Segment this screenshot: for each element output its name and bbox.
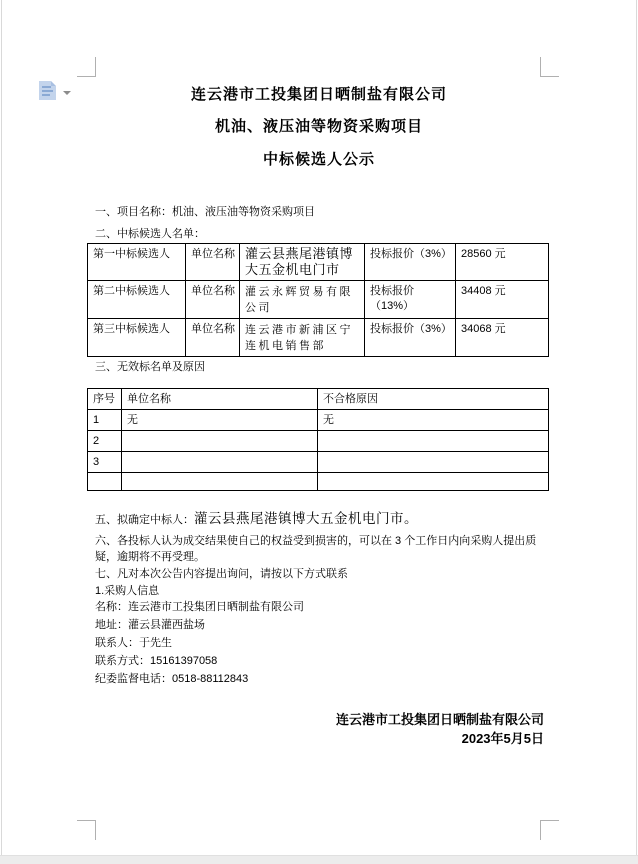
row-no: 2 [88, 431, 122, 452]
row-reason [318, 431, 549, 452]
winner-name: 灌云县燕尾港镇博大五金机电门市。 [194, 511, 418, 526]
row-unit: 无 [122, 410, 318, 431]
signature-block [336, 710, 544, 748]
row-reason [318, 452, 549, 473]
bid-price-label: 投标报价（3%） [365, 319, 456, 357]
row-unit [122, 431, 318, 452]
unit-name-label: 单位名称 [186, 281, 240, 319]
row-no [88, 473, 122, 491]
section-2-candidate-list: 二、中标候选人名单： [95, 228, 205, 240]
table-row [88, 431, 549, 452]
candidates-table [87, 243, 549, 357]
candidate-unit: 灌云县燕尾港镇博大五金机电门市 [240, 244, 365, 281]
unit-name-label: 单位名称 [186, 244, 240, 281]
bid-price-label: 投标报价（13%） [365, 281, 456, 319]
purchaser-info-heading: 1.采购人信息 [95, 585, 160, 597]
row-no: 1 [88, 410, 122, 431]
bid-price-label: 投标报价（3%） [365, 244, 456, 281]
purchaser-address: 地址：灌云县灌西盐场 [95, 619, 205, 631]
column-header-reason: 不合格原因 [318, 389, 549, 410]
purchaser-name: 名称：连云港市工投集团日晒制盐有限公司 [95, 601, 304, 613]
row-no: 3 [88, 452, 122, 473]
table-row [88, 410, 549, 431]
unit-name-label: 单位名称 [186, 319, 240, 357]
table-row [88, 473, 549, 491]
candidate-rank: 第一中标候选人 [88, 244, 186, 281]
row-reason: 无 [318, 410, 549, 431]
text-boundary-mark-top-right [540, 57, 559, 77]
purchaser-contact-person: 联系人：于先生 [95, 637, 172, 649]
invalid-bids-table [87, 388, 549, 491]
section-6-objection-notice: 六、各投标人认为成交结果使自己的权益受到损害的，可以在 3 个工作日内向采购人提出质疑，逾期将不再受理。 [95, 535, 537, 563]
candidate-rank: 第三中标候选人 [88, 319, 186, 357]
document-title-notice: 中标候选人公示 [262, 151, 375, 168]
document-title-project: 机油、液压油等物资采购项目 [214, 118, 423, 135]
table-row [88, 452, 549, 473]
section-3-invalid-bids: 三、无效标名单及原因 [95, 361, 205, 373]
candidate-rank: 第二中标候选人 [88, 281, 186, 319]
bid-amount: 28560 元 [456, 244, 549, 281]
text-boundary-mark-top-left [77, 57, 96, 77]
row-unit [122, 452, 318, 473]
column-header-unit: 单位名称 [122, 389, 318, 410]
table-row [88, 319, 549, 357]
section-1-project-name: 一、项目名称：机油、液压油等物资采购项目 [95, 206, 315, 218]
table-row [88, 281, 549, 319]
section-7-contact-notice: 七、凡对本次公告内容提出询问，请按以下方式联系 [95, 568, 348, 580]
section-5-label: 五、拟确定中标人： [95, 514, 194, 526]
signature-company: 连云港市工投集团日晒制盐有限公司 [335, 712, 544, 727]
candidate-unit: 灌云永辉贸易有限公司 [240, 281, 365, 319]
page-bottom-gap [0, 855, 638, 864]
text-boundary-mark-bottom-right [540, 820, 559, 840]
section-5-proposed-winner [95, 510, 549, 529]
signature-date: 2023年5月5日 [461, 731, 544, 746]
row-unit [122, 473, 318, 491]
row-reason [318, 473, 549, 491]
bid-amount: 34408 元 [456, 281, 549, 319]
bid-amount: 34068 元 [456, 319, 549, 357]
column-header-no: 序号 [88, 389, 122, 410]
table-row [88, 244, 549, 281]
candidate-unit: 连云港市新浦区宁连机电销售部 [240, 319, 365, 357]
purchaser-phone: 联系方式：15161397058 [95, 655, 218, 667]
document-title-company: 连云港市工投集团日晒制盐有限公司 [190, 86, 447, 103]
text-boundary-mark-bottom-left [77, 820, 96, 840]
supervision-phone: 纪委监督电话：0518-88112843 [95, 673, 249, 685]
table-header-row [88, 389, 549, 410]
